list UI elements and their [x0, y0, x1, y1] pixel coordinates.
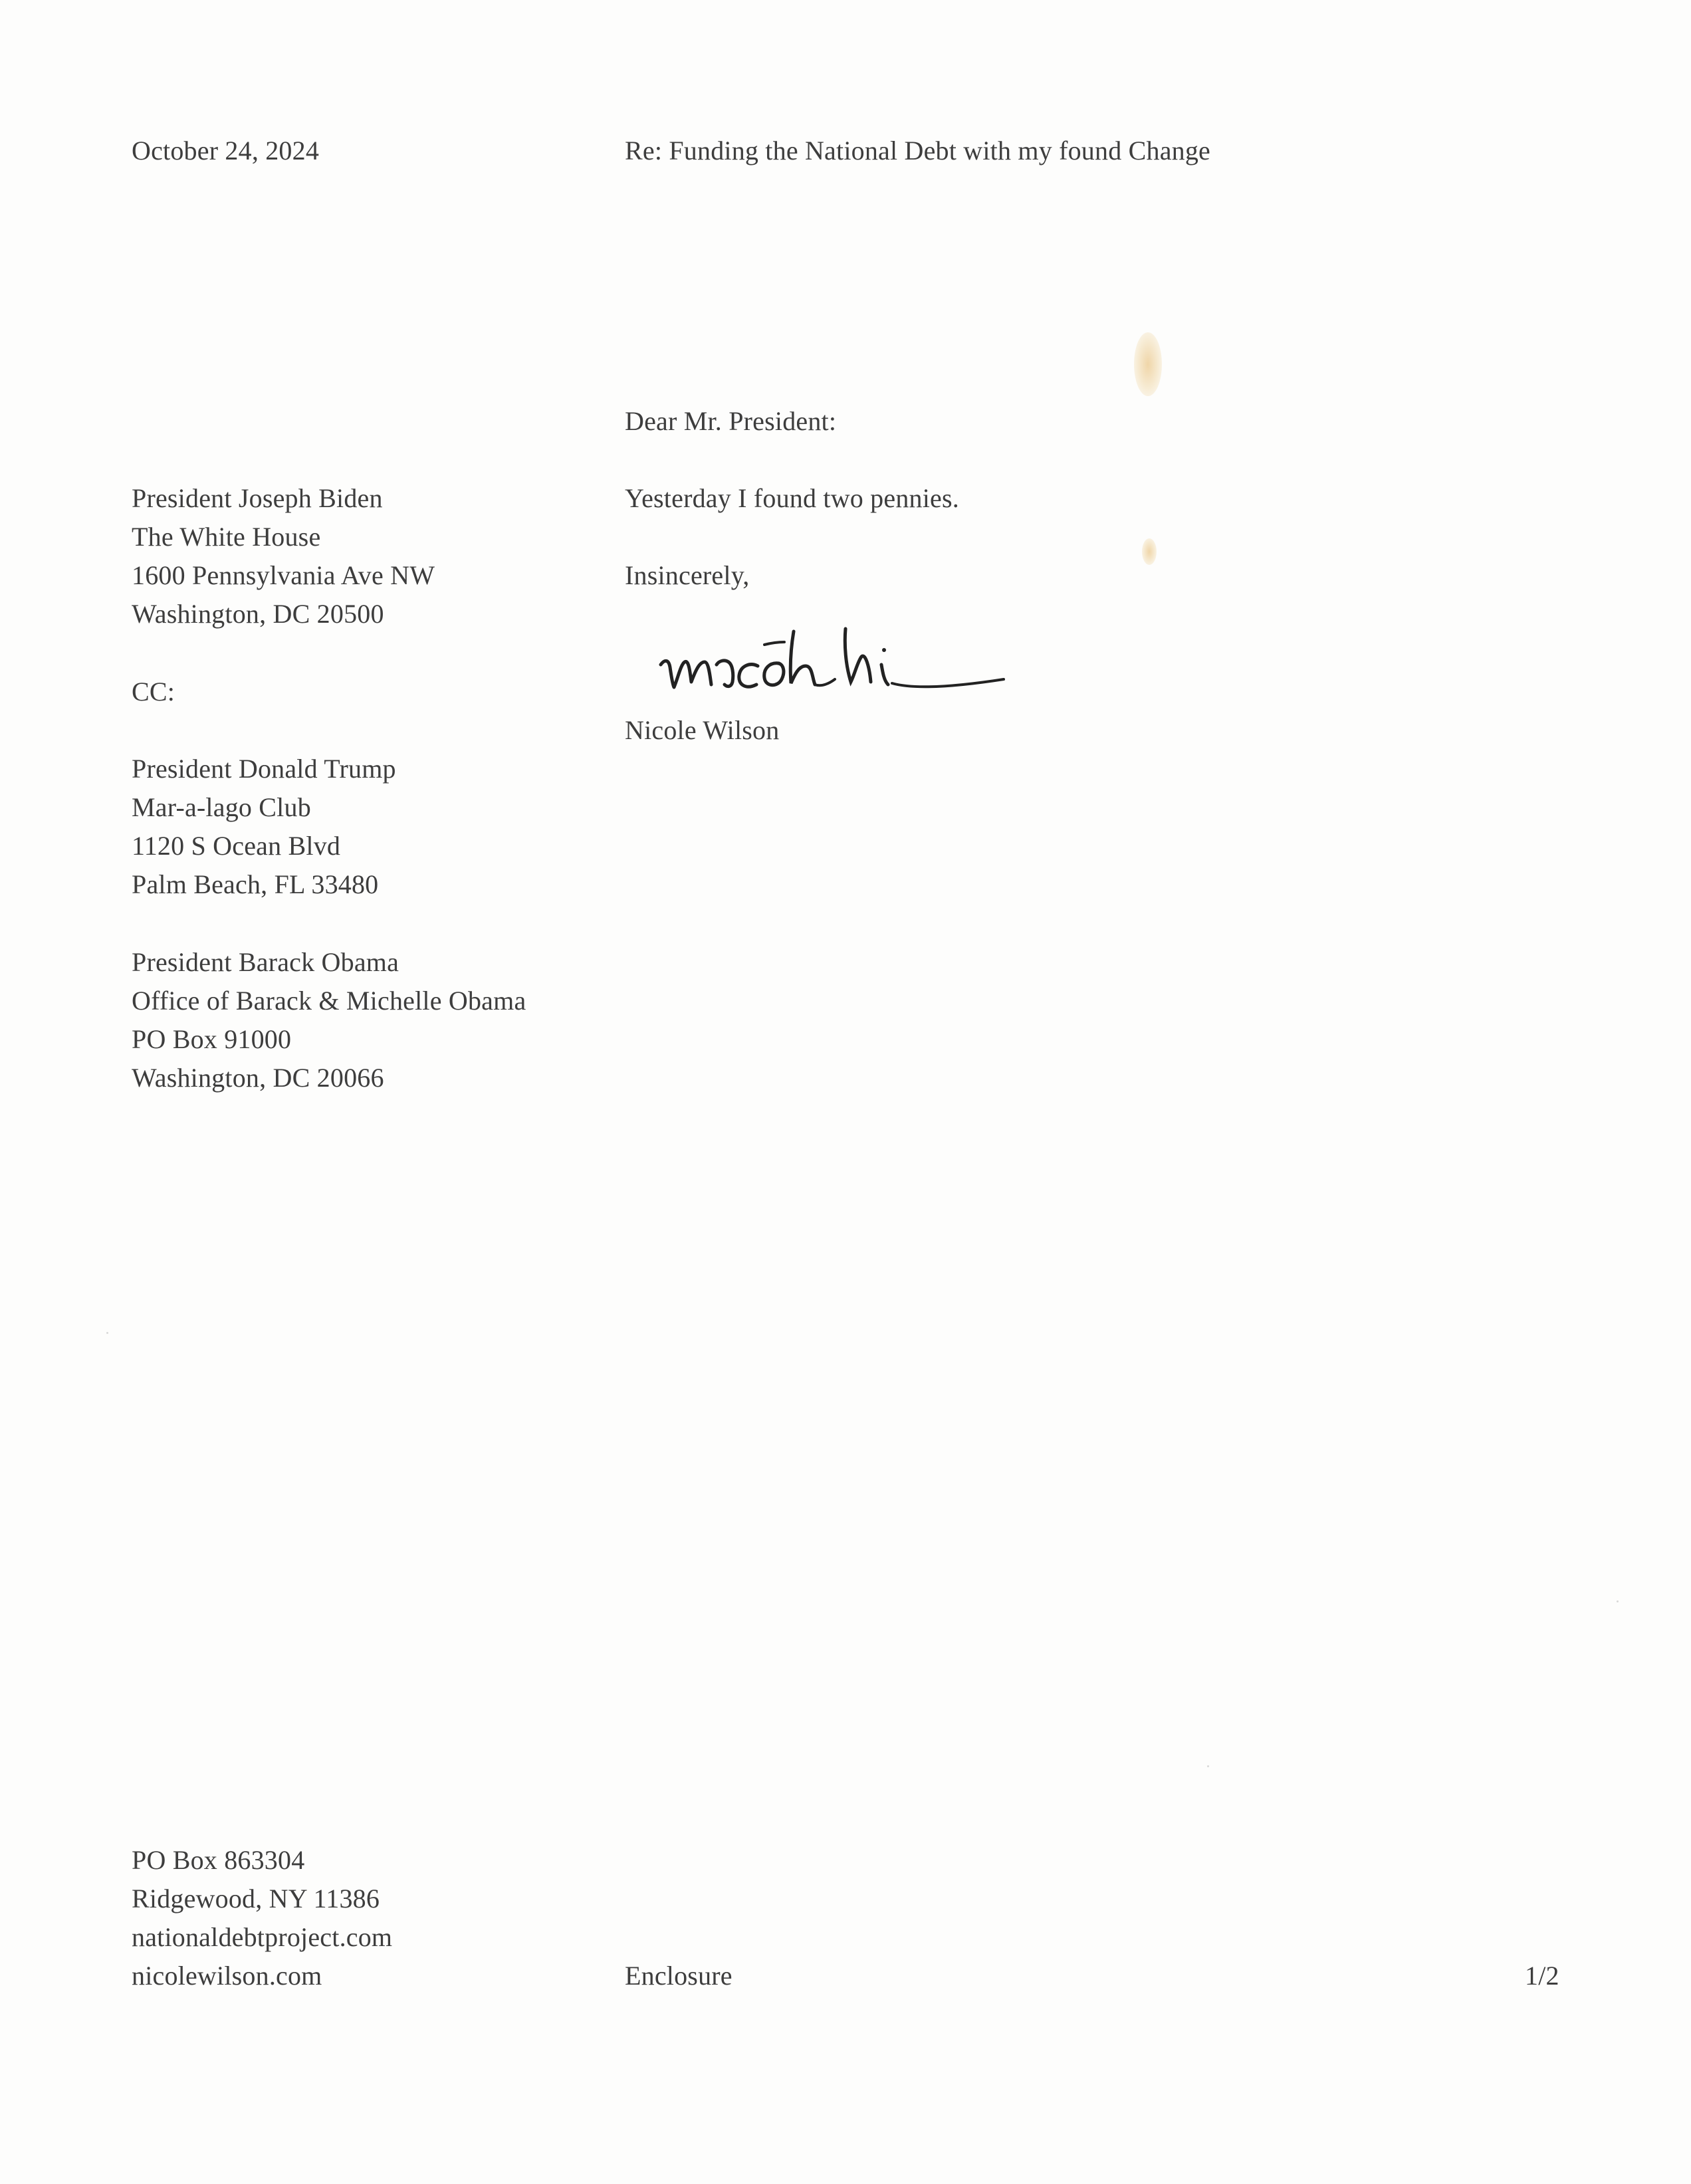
sender-address — [132, 1841, 392, 1995]
sender-line: PO Box 863304 — [132, 1845, 305, 1875]
cc-address-obama — [132, 943, 526, 1097]
cc-label: CC: — [132, 677, 175, 707]
recipient-line: Washington, DC 20500 — [132, 599, 384, 629]
cc-line: Office of Barack & Michelle Obama — [132, 986, 526, 1016]
cc-line: President Donald Trump — [132, 754, 396, 784]
scan-speck — [1617, 1600, 1619, 1602]
cc-line: Mar-a-lago Club — [132, 792, 311, 822]
salutation: Dear Mr. President: — [625, 406, 837, 436]
sender-line: nicolewilson.com — [132, 1961, 322, 1991]
recipient-address — [132, 479, 435, 633]
cc-line: Washington, DC 20066 — [132, 1063, 384, 1093]
cc-line: PO Box 91000 — [132, 1024, 292, 1054]
cc-line: 1120 S Ocean Blvd — [132, 831, 341, 861]
handwritten-signature — [658, 618, 1017, 705]
signature-name: Nicole Wilson — [625, 715, 780, 745]
scan-speck — [1207, 1765, 1209, 1767]
cc-line: President Barack Obama — [132, 947, 399, 977]
scan-speck — [106, 1332, 108, 1334]
paper-stain — [1134, 332, 1162, 396]
cc-address-trump — [132, 750, 396, 904]
recipient-line: 1600 Pennsylvania Ave NW — [132, 560, 435, 590]
cc-line: Palm Beach, FL 33480 — [132, 869, 379, 899]
recipient-line: The White House — [132, 522, 321, 552]
recipient-line: President Joseph Biden — [132, 483, 383, 513]
enclosure-note: Enclosure — [625, 1961, 733, 1991]
paper-stain — [1142, 538, 1157, 565]
closing: Insincerely, — [625, 560, 750, 590]
page-number: 1/2 — [1525, 1961, 1559, 1991]
sender-line: nationaldebtproject.com — [132, 1922, 393, 1952]
letter-subject: Re: Funding the National Debt with my found Change — [625, 136, 1210, 165]
sender-line: Ridgewood, NY 11386 — [132, 1884, 380, 1913]
letter-body: Yesterday I found two pennies. — [625, 483, 959, 513]
letter-date: October 24, 2024 — [132, 136, 320, 165]
